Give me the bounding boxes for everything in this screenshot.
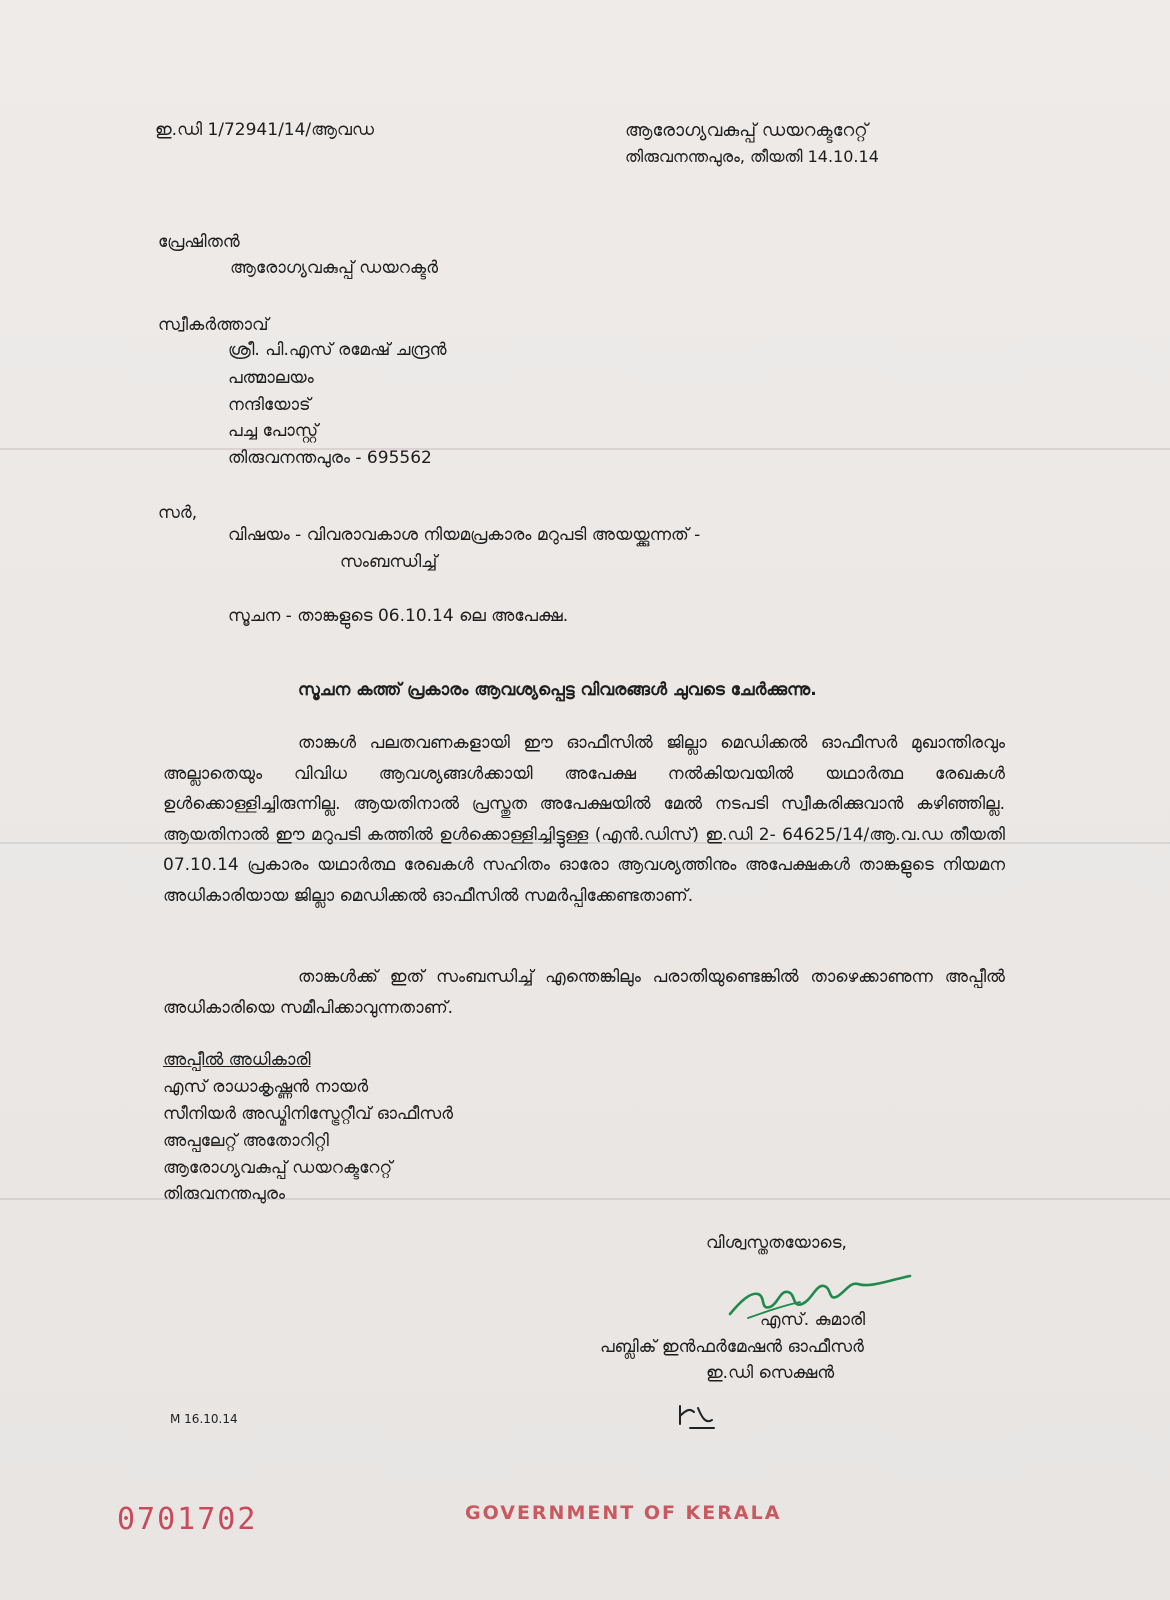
appellate-line: ആരോഗ്യവകുപ്പ് ഡയറക്ടറേറ്റ് [163, 1158, 393, 1178]
fold-line [0, 448, 1170, 450]
government-watermark: GOVERNMENT OF KERALA [465, 1502, 782, 1524]
body-paragraph [163, 728, 1005, 911]
appellate-line: അപ്പലേറ്റ് അതോറിറ്റി [163, 1131, 329, 1151]
intro-line: സൂചന കത്ത് പ്രകാരം ആവശ്യപ്പെട്ട വിവരങ്ങൾ ചുവടെ ചേർക്കുന്നു. [298, 680, 817, 700]
valediction: വിശ്വസ്തതയോടെ, [706, 1233, 847, 1253]
appellate-line: എസ് രാധാകൃഷ്ണൻ നായർ [163, 1077, 369, 1097]
reference-number: ഇ.ഡി 1/72941/14/ആവഡ [155, 120, 374, 140]
signatory-name: എസ്. കുമാരി [760, 1310, 866, 1330]
signatory-designation: പബ്ലിക് ഇൻഫർമേഷൻ ഓഫീസർ [600, 1337, 864, 1357]
serial-number: 0701702 [117, 1502, 258, 1537]
signatory-section: ഇ.ഡി സെക്ഷൻ [706, 1363, 835, 1383]
place-date: തിരുവനന്തപുരം, തീയതി 14.10.14 [625, 147, 879, 166]
recipient-line: നന്ദിയോട് [228, 395, 311, 415]
initials-mark [672, 1398, 722, 1434]
appellate-line: തിരുവനന്തപുരം [163, 1184, 285, 1204]
recipient-line: തിരുവനന്തപുരം - 695562 [228, 448, 432, 468]
body-paragraph-text: താങ്കൾ പലതവണകളായി ഈ ഓഫീസിൽ ജില്ലാ മെഡിക്കൽ ഓഫീസർ മുഖാന്തിരവും അല്ലാതെയും വിവിധ ആവശ്യങ്ങൾക്കായി അപേക്ഷ നൽകിയവയിൽ യഥാർത്ഥ രേഖകൾ ഉൾക്കൊള്ളിച്ചിരുന്നില്ല. ആയതിനാൽ പ്രസ്തുത അപേക്ഷയിൽ മേൽ നടപടി സ്വീകരിക്കുവാൻ കഴിഞ്ഞില്ല. ആയതിനാൽ ഈ മറുപടി കത്തിൽ ഉൾക്കൊള്ളിച്ചിട്ടുള്ള (എൻ.ഡിസ്) ഇ.ഡി 2- 64625/14/ആ.വ.ഡ തീയതി 07.10.14 പ്രകാരം യഥാർത്ഥ രേഖകൾ സഹിതം ഓരോ ആവശ്യത്തിനും അപേക്ഷകൾ താങ്കളുടെ നിയമന അധികാരിയായ ജില്ലാ മെഡിക്കൽ ഓഫീസിൽ സമർപ്പിക്കേണ്ടതാണ്. [163, 733, 1005, 906]
salutation: സർ, [158, 503, 198, 523]
recipient-line: പച്ച പോസ്റ്റ് [228, 421, 319, 441]
appellate-line: സീനിയർ അഡ്മിനിസ്ട്രേറ്റീവ് ഓഫീസർ [163, 1104, 454, 1124]
subject-line: സംബന്ധിച്ച് [340, 552, 438, 572]
appeal-paragraph [163, 962, 1005, 1023]
reference-line: സൂചന - താങ്കളുടെ 06.10.14 ലെ അപേക്ഷ. [228, 606, 569, 626]
appellate-heading: അപ്പീൽ അധികാരി [163, 1050, 311, 1070]
appeal-paragraph-text: താങ്കൾക്ക് ഇത് സംബന്ധിച്ച് എന്തെങ്കിലും പരാതിയുണ്ടെങ്കിൽ താഴെക്കാണുന്ന അപ്പീൽ അധികാരിയെ സമീപിക്കാവുന്നതാണ്. [163, 967, 1005, 1018]
sender-name: ആരോഗ്യവകുപ്പ് ഡയറക്ടർ [230, 258, 438, 278]
subject-line: വിഷയം - വിവരാവകാശ നിയമപ്രകാരം മറുപടി അയയ്ക്കുന്നത് - [228, 525, 701, 545]
office-name: ആരോഗ്യവകുപ്പ് ഡയറക്ടറേറ്റ് [625, 120, 868, 141]
sender-label: പ്രേഷിതൻ [158, 232, 240, 252]
marginal-note: M 16.10.14 [170, 1412, 238, 1426]
recipient-label: സ്വീകർത്താവ് [158, 315, 269, 335]
recipient-line: പത്മാലയം [228, 368, 314, 388]
recipient-line: ശ്രീ. പി.എസ് രമേഷ് ചന്ദ്രൻ [228, 340, 447, 360]
